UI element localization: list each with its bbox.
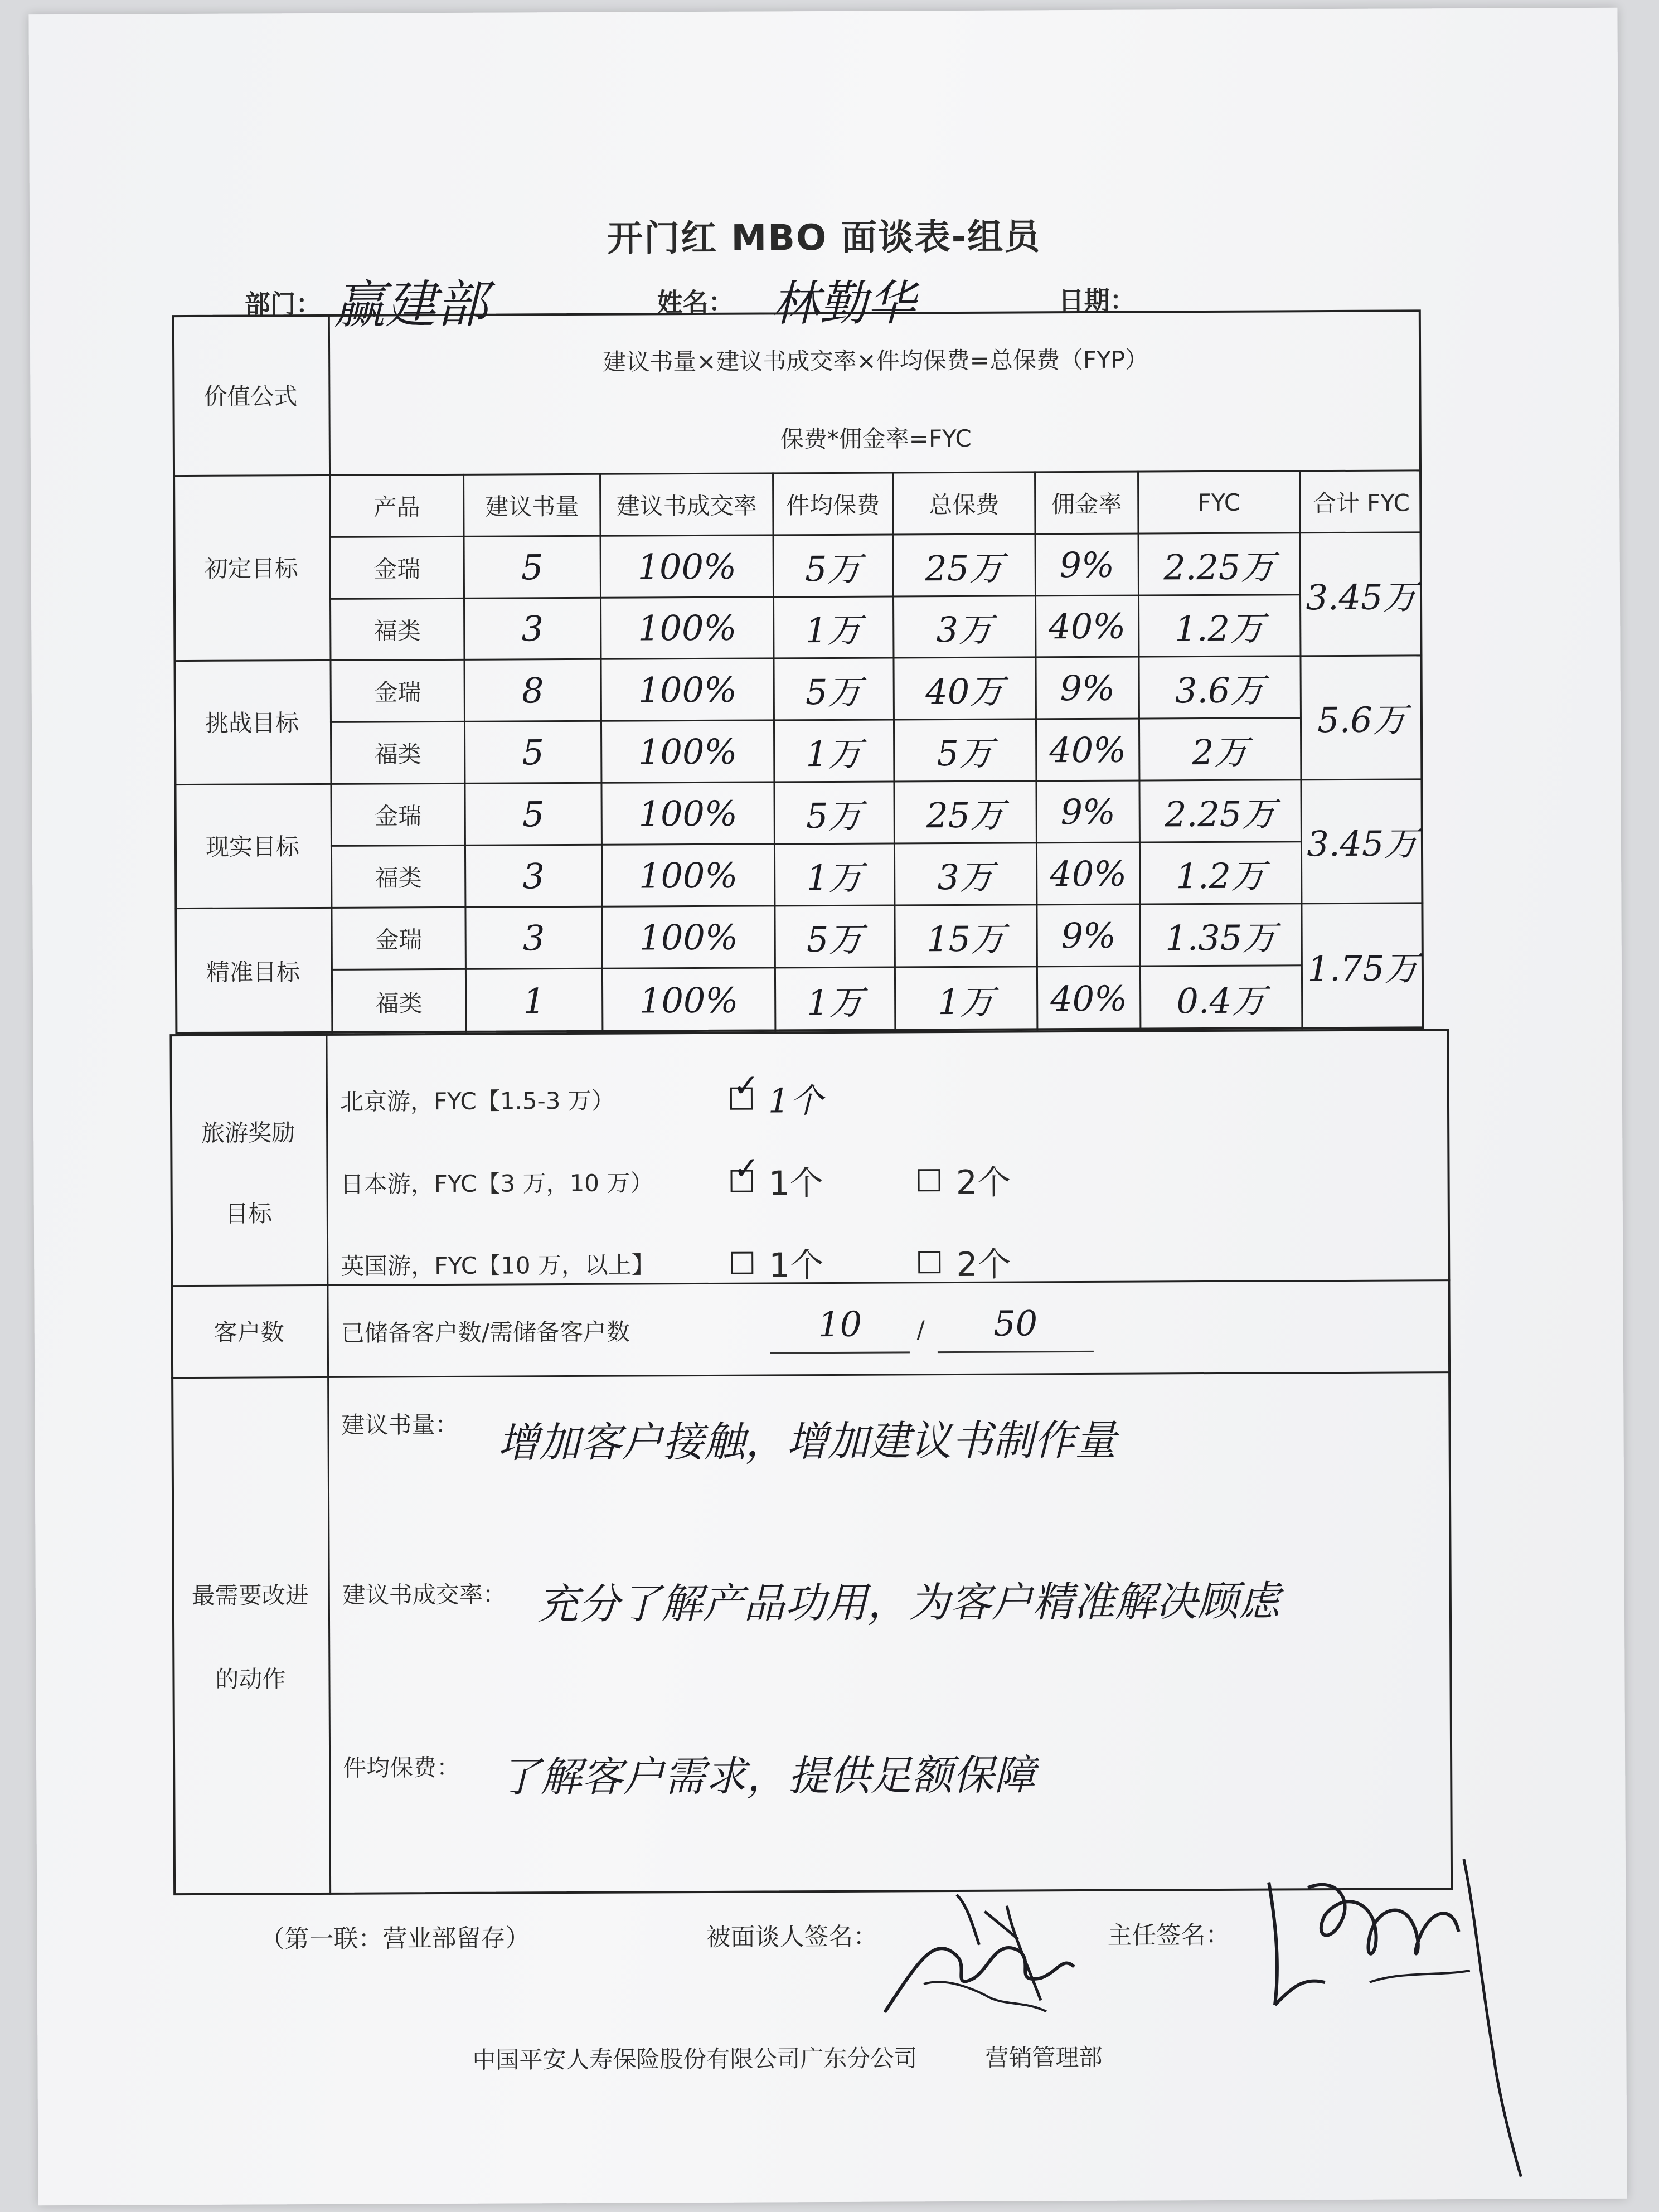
commission-cell: 9% bbox=[1061, 915, 1116, 956]
total-premium-cell: 40万 bbox=[925, 671, 1005, 712]
company-name: 中国平安人寿保险股份有限公司广东分公司 bbox=[472, 2044, 918, 2074]
count-cell: 5 bbox=[521, 546, 544, 588]
rate-cell: 100% bbox=[637, 546, 737, 587]
fyc-cell: 2.25万 bbox=[1163, 546, 1275, 588]
product-cell: 金瑞 bbox=[373, 555, 421, 583]
fyc-cell: 2万 bbox=[1191, 731, 1249, 773]
product-cell: 金瑞 bbox=[374, 678, 421, 706]
product-cell: 福类 bbox=[374, 740, 421, 768]
col-header-rate: 建议书成交率 bbox=[616, 492, 757, 520]
count-cell: 5 bbox=[522, 793, 545, 835]
action-value: 了解客户需求，提供足额保障 bbox=[499, 1751, 1036, 1802]
formula-line2: 保费*佣金率=FYC bbox=[780, 424, 972, 453]
travel-option-uk bbox=[341, 1234, 1045, 1293]
travel-label-line2: 目标 bbox=[225, 1200, 272, 1228]
clients-separator: / bbox=[916, 1315, 925, 1343]
product-cell: 金瑞 bbox=[375, 802, 422, 830]
director-signature bbox=[1258, 1847, 1538, 2183]
clients-text: 已储备客户数/需储备客户数 bbox=[341, 1318, 630, 1347]
target-total-fyc: 3.45万 bbox=[1307, 822, 1419, 864]
name-value: 林勤华 bbox=[771, 275, 915, 332]
checkbox-japan-2[interactable] bbox=[918, 1169, 940, 1191]
travel-option-text: 日本游，FYC【3 万，10 万） bbox=[340, 1169, 654, 1198]
product-cell: 福类 bbox=[375, 989, 423, 1017]
director-signature-label: 主任签名： bbox=[1107, 1920, 1230, 1950]
commission-cell: 40% bbox=[1050, 853, 1127, 894]
action-value: 充分了解产品功用，为客户精准解决顾虑 bbox=[537, 1577, 1280, 1629]
copy-note: （第一联：营业部留存） bbox=[260, 1924, 530, 1954]
avg-premium-cell: 5万 bbox=[806, 795, 863, 836]
fyc-cell: 3.6万 bbox=[1175, 670, 1265, 711]
formula-line1: 建议书量×建议书成交率×件均保费=总保费（FYP） bbox=[603, 346, 1149, 376]
interviewee-signature bbox=[873, 1872, 1085, 2029]
product-cell: 福类 bbox=[375, 864, 422, 892]
target-total-fyc: 1.75万 bbox=[1307, 948, 1419, 989]
rate-cell: 100% bbox=[639, 979, 739, 1021]
count-cell: 1 bbox=[523, 981, 546, 1022]
rate-cell: 100% bbox=[639, 916, 738, 958]
action-value: 增加客户接触，增加建议书制作量 bbox=[497, 1416, 1117, 1467]
checkbox-beijing-1[interactable] bbox=[730, 1068, 759, 1110]
action-label: 件均保费： bbox=[343, 1753, 460, 1782]
travel-option-japan bbox=[340, 1152, 1044, 1211]
avg-premium-cell: 5万 bbox=[806, 919, 864, 960]
action-label: 建议书量： bbox=[341, 1410, 459, 1439]
avg-premium-cell: 1万 bbox=[807, 982, 864, 1023]
clients-have: 10 bbox=[818, 1303, 862, 1345]
travel-label-line1: 旅游奖励 bbox=[201, 1119, 295, 1147]
total-premium-cell: 5万 bbox=[937, 733, 994, 774]
rate-cell: 100% bbox=[638, 793, 738, 834]
travel-option-beijing bbox=[340, 1070, 857, 1128]
count-cell: 3 bbox=[521, 608, 544, 649]
rate-cell: 100% bbox=[638, 855, 738, 896]
commission-cell: 40% bbox=[1049, 605, 1126, 647]
col-header-total-fyc: 合计 FYC bbox=[1312, 489, 1410, 517]
commission-cell: 9% bbox=[1059, 544, 1115, 585]
count-option: 1个 bbox=[768, 1164, 823, 1204]
avg-premium-cell: 5万 bbox=[805, 671, 862, 712]
fyc-cell: 0.4万 bbox=[1176, 980, 1267, 1022]
form-paper bbox=[28, 8, 1627, 2205]
form-title: 开门红 MBO 面谈表-组员 bbox=[607, 216, 1041, 260]
target-total-fyc: 3.45万 bbox=[1306, 576, 1418, 618]
actions-label-line1: 最需要改进 bbox=[191, 1582, 309, 1609]
avg-premium-cell: 1万 bbox=[806, 733, 863, 774]
col-header-avg: 件均保费 bbox=[786, 491, 880, 520]
travel-option-text: 北京游，FYC【1.5-3 万） bbox=[339, 1086, 615, 1115]
actions-label-line2: 的动作 bbox=[215, 1665, 286, 1693]
avg-premium-cell: 1万 bbox=[806, 857, 864, 898]
total-premium-cell: 25万 bbox=[925, 547, 1004, 589]
total-premium-cell: 25万 bbox=[926, 794, 1005, 836]
target-label: 精准目标 bbox=[206, 958, 300, 986]
target-total-fyc: 5.6万 bbox=[1317, 698, 1407, 740]
total-premium-cell: 1万 bbox=[938, 981, 995, 1023]
check-mark-icon: ✓ bbox=[733, 1068, 759, 1104]
check-mark-icon: ✓ bbox=[733, 1150, 760, 1187]
total-premium-cell: 15万 bbox=[926, 918, 1006, 959]
total-premium-cell: 3万 bbox=[937, 856, 995, 898]
department-name: 营销管理部 bbox=[985, 2043, 1103, 2072]
formula-label: 价值公式 bbox=[203, 382, 298, 410]
rate-cell: 100% bbox=[638, 669, 738, 710]
action-label: 建议书成交率： bbox=[342, 1580, 506, 1609]
checkbox-uk-1[interactable] bbox=[731, 1252, 753, 1274]
commission-cell: 40% bbox=[1049, 729, 1127, 770]
rate-cell: 100% bbox=[637, 607, 737, 649]
name-label: 姓名： bbox=[657, 287, 734, 318]
count-cell: 5 bbox=[522, 731, 545, 773]
count-cell: 3 bbox=[522, 855, 545, 896]
commission-cell: 40% bbox=[1050, 978, 1128, 1020]
date-label: 日期： bbox=[1058, 285, 1136, 316]
count-option: 1个 bbox=[768, 1081, 823, 1121]
count-cell: 8 bbox=[521, 670, 544, 711]
target-label: 初定目标 bbox=[204, 555, 298, 583]
count-option: 1个 bbox=[769, 1246, 824, 1286]
fyc-cell: 2.25万 bbox=[1165, 793, 1277, 835]
fyc-cell: 1.35万 bbox=[1165, 916, 1277, 958]
count-option: 2个 bbox=[955, 1163, 1011, 1202]
interviewee-signature-label: 被面谈人签名： bbox=[706, 1922, 878, 1952]
col-header-fyc: FYC bbox=[1197, 488, 1241, 516]
fyc-cell: 1.2万 bbox=[1175, 608, 1265, 649]
checkbox-japan-1[interactable] bbox=[730, 1150, 760, 1192]
count-option: 2个 bbox=[956, 1245, 1011, 1284]
product-cell: 福类 bbox=[373, 617, 421, 645]
dept-value: 赢建部 bbox=[333, 274, 488, 335]
travel-option-text: 英国游，FYC【10 万，以上】 bbox=[341, 1251, 655, 1280]
avg-premium-cell: 5万 bbox=[804, 548, 862, 589]
target-label: 挑战目标 bbox=[205, 709, 299, 737]
col-header-commission: 佣金率 bbox=[1051, 490, 1122, 518]
count-cell: 3 bbox=[522, 917, 545, 958]
clients-need: 50 bbox=[993, 1302, 1038, 1344]
rate-cell: 100% bbox=[638, 731, 738, 772]
avg-premium-cell: 1万 bbox=[805, 609, 862, 651]
col-header-product: 产品 bbox=[373, 493, 420, 521]
checkbox-uk-2[interactable] bbox=[918, 1251, 940, 1273]
total-premium-cell: 3万 bbox=[936, 609, 993, 651]
target-label: 现实目标 bbox=[205, 833, 300, 861]
col-header-count: 建议书量 bbox=[485, 492, 579, 521]
dept-label: 部门： bbox=[244, 288, 322, 319]
clients-label: 客户数 bbox=[214, 1318, 284, 1346]
col-header-total: 总保费 bbox=[929, 491, 1000, 519]
commission-cell: 9% bbox=[1060, 791, 1116, 832]
commission-cell: 9% bbox=[1060, 667, 1115, 709]
fyc-cell: 1.2万 bbox=[1176, 855, 1266, 896]
product-cell: 金瑞 bbox=[375, 926, 423, 954]
